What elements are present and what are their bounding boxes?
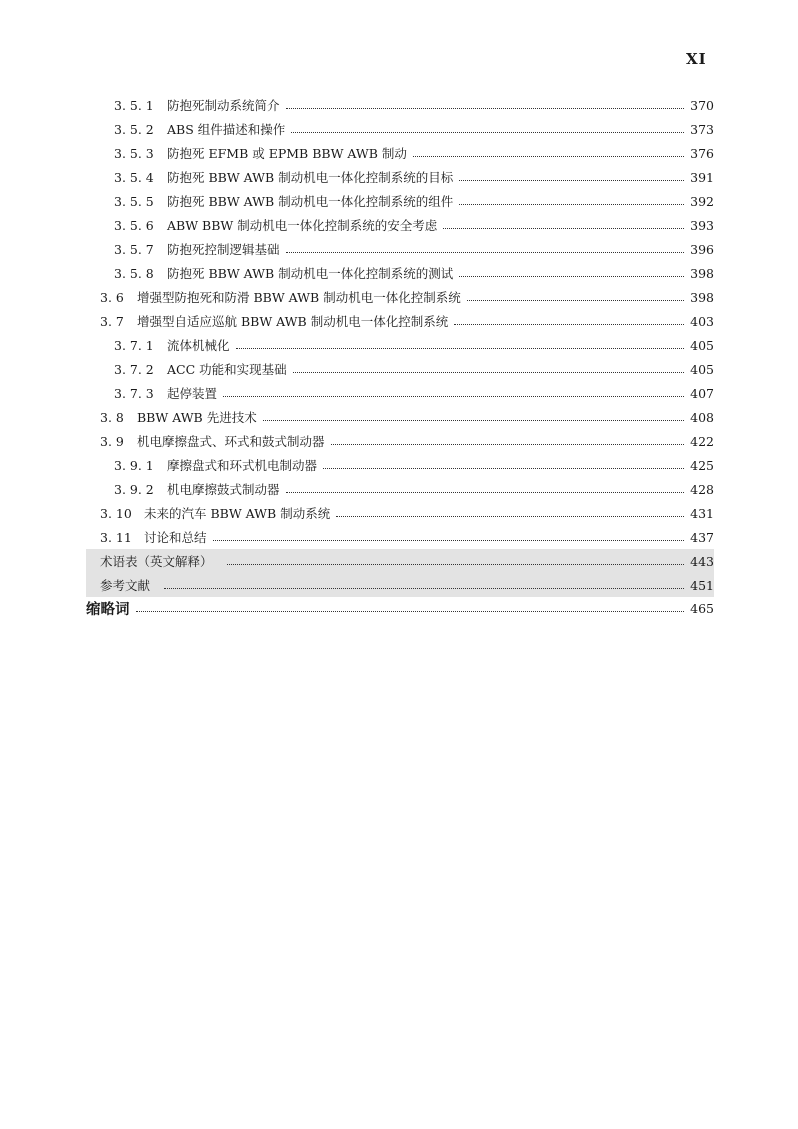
- toc-entry[interactable]: [100, 309, 714, 333]
- toc-entry[interactable]: [114, 237, 714, 261]
- dot-leader: [286, 252, 684, 253]
- dot-leader: [223, 396, 684, 397]
- toc-entry-page: 465: [690, 600, 714, 616]
- toc-entry-number: 3. 9: [100, 433, 124, 449]
- dot-leader: [164, 588, 684, 589]
- toc-entry-page: 451: [690, 577, 714, 593]
- dot-leader: [413, 156, 684, 157]
- toc-entry-title: 未来的汽车 BBW AWB 制动系统: [144, 506, 331, 521]
- toc-entry-title: 防抱死控制逻辑基础: [167, 242, 280, 257]
- toc-entry-title: 防抱死 BBW AWB 制动机电一体化控制系统的测试: [167, 266, 454, 281]
- toc-entry-number: 3. 5. 8: [114, 265, 154, 281]
- toc-entry-page: 393: [690, 217, 714, 233]
- toc-entry[interactable]: [114, 93, 714, 117]
- dot-leader: [286, 108, 684, 109]
- toc-entry-page: 428: [690, 481, 714, 497]
- toc-entry-title: 讨论和总结: [144, 530, 207, 545]
- toc-entry-page: 405: [690, 337, 714, 353]
- toc-entry-page: 392: [690, 193, 714, 209]
- dot-leader: [227, 564, 684, 565]
- dot-leader: [213, 540, 684, 541]
- toc-entry-title: ACC 功能和实现基础: [167, 362, 287, 377]
- toc-entry-title: 防抱死制动系统简介: [167, 98, 280, 113]
- toc-entry-page: 370: [690, 97, 714, 113]
- dot-leader: [467, 300, 684, 301]
- dot-leader: [291, 132, 684, 133]
- toc-entry-title: 机电摩擦鼓式制动器: [167, 482, 280, 497]
- toc-entry[interactable]: [100, 429, 714, 453]
- toc-entry[interactable]: [114, 117, 714, 141]
- toc-entry-abbreviations[interactable]: [86, 595, 714, 621]
- toc-entry[interactable]: [114, 165, 714, 189]
- dot-leader: [323, 468, 684, 469]
- toc-entry-number: 3. 5. 4: [114, 169, 154, 185]
- dot-leader: [454, 324, 684, 325]
- page-number: XI: [686, 50, 707, 68]
- toc-entry-references[interactable]: [86, 573, 714, 597]
- toc-entry-title: 流体机械化: [167, 338, 230, 353]
- dot-leader: [443, 228, 684, 229]
- dot-leader: [331, 444, 684, 445]
- toc-entry-title: BBW AWB 先进技术: [137, 410, 257, 425]
- dot-leader: [459, 276, 684, 277]
- toc-entry-page: 405: [690, 361, 714, 377]
- toc-entry-title: ABW BBW 制动机电一体化控制系统的安全考虑: [167, 218, 438, 233]
- toc-entry-page: 398: [690, 289, 714, 305]
- toc-entry-page: 403: [690, 313, 714, 329]
- toc-entry-number: 3. 5. 3: [114, 145, 154, 161]
- toc-entry[interactable]: [114, 453, 714, 477]
- toc-entry-number: 3. 5. 1: [114, 97, 154, 113]
- toc-entry-page: 376: [690, 145, 714, 161]
- toc-entry-page: 422: [690, 433, 714, 449]
- toc-entry-number: 3. 7. 3: [114, 385, 154, 401]
- toc-entry-number: 3. 10: [100, 505, 132, 521]
- toc-entry[interactable]: [100, 525, 714, 549]
- toc-entry[interactable]: [114, 261, 714, 285]
- dot-leader: [236, 348, 684, 349]
- dot-leader: [459, 180, 684, 181]
- dot-leader: [263, 420, 684, 421]
- toc-entry-number: 3. 5. 5: [114, 193, 154, 209]
- toc-entry-number: 3. 9. 2: [114, 481, 154, 497]
- toc-entry-number: 3. 7: [100, 313, 124, 329]
- toc-entry-title: 增强型防抱死和防滑 BBW AWB 制动机电一体化控制系统: [137, 290, 461, 305]
- toc-entry-title: 防抱死 EFMB 或 EPMB BBW AWB 制动: [167, 146, 407, 161]
- toc-entry[interactable]: [114, 357, 714, 381]
- toc-entry-number: 3. 5. 7: [114, 241, 154, 257]
- toc-entry-number: 3. 5. 2: [114, 121, 154, 137]
- toc-entry-title: 增强型自适应巡航 BBW AWB 制动机电一体化控制系统: [137, 314, 449, 329]
- dot-leader: [136, 611, 685, 612]
- toc-entry[interactable]: [114, 213, 714, 237]
- toc-entry-page: 425: [690, 457, 714, 473]
- toc-entry[interactable]: [114, 141, 714, 165]
- toc-entry-page: 437: [690, 529, 714, 545]
- toc-entry-number: 3. 9. 1: [114, 457, 154, 473]
- toc-entry[interactable]: [114, 189, 714, 213]
- toc-entry-page: 373: [690, 121, 714, 137]
- toc-entry-page: 407: [690, 385, 714, 401]
- toc-entry-title: 起停装置: [167, 386, 218, 401]
- toc-entry[interactable]: [114, 477, 714, 501]
- toc-entry-title: 摩擦盘式和环式机电制动器: [167, 458, 318, 473]
- toc-entry-title: 机电摩擦盘式、环式和鼓式制动器: [137, 434, 325, 449]
- toc-entry-title: ABS 组件描述和操作: [167, 122, 286, 137]
- toc-entry-number: 3. 11: [100, 529, 132, 545]
- toc-entry-page: 391: [690, 169, 714, 185]
- toc-entry[interactable]: [100, 405, 714, 429]
- toc-entry-number: 3. 7. 1: [114, 337, 154, 353]
- toc-entry[interactable]: [100, 285, 714, 309]
- toc-entry-title: 术语表（英文解释）: [100, 554, 213, 569]
- toc-entry-number: 3. 8: [100, 409, 124, 425]
- dot-leader: [459, 204, 684, 205]
- toc-entry-page: 443: [690, 553, 714, 569]
- dot-leader: [336, 516, 684, 517]
- toc-entry-number: 3. 6: [100, 289, 124, 305]
- toc-entry-title: 缩略词: [86, 600, 130, 618]
- dot-leader: [286, 492, 684, 493]
- toc-entry-page: 396: [690, 241, 714, 257]
- toc-entry[interactable]: [114, 381, 714, 405]
- dot-leader: [293, 372, 684, 373]
- toc-entry-glossary[interactable]: [86, 549, 714, 573]
- toc-entry-number: 3. 5. 6: [114, 217, 154, 233]
- toc-entry-page: 431: [690, 505, 714, 521]
- toc-entry-page: 398: [690, 265, 714, 281]
- toc-entry-number: 3. 7. 2: [114, 361, 154, 377]
- toc-entry-title: 防抱死 BBW AWB 制动机电一体化控制系统的组件: [167, 194, 454, 209]
- toc-entry[interactable]: [114, 333, 714, 357]
- toc-entry-title: 防抱死 BBW AWB 制动机电一体化控制系统的目标: [167, 170, 454, 185]
- toc-entry[interactable]: [100, 501, 714, 525]
- toc-entry-page: 408: [690, 409, 714, 425]
- toc-entry-title: 参考文献: [100, 578, 151, 593]
